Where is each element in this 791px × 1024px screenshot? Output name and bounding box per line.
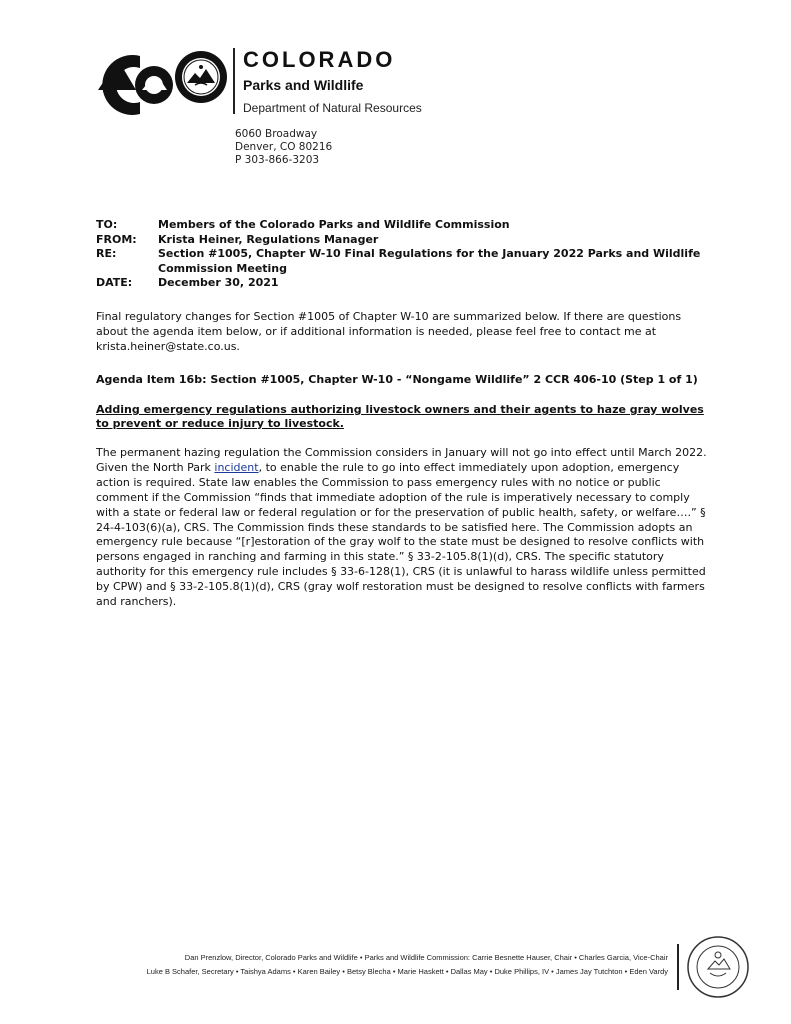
date-value: December 30, 2021 — [158, 276, 279, 289]
date-label: DATE: — [96, 276, 133, 289]
from-value: Krista Heiner, Regulations Manager — [158, 232, 379, 246]
re-value: Section #1005, Chapter W-10 Final Regulations for the January 2022 Parks and Wildlife Commission Meeting — [158, 247, 701, 275]
colorado-co-logo — [96, 50, 174, 120]
from-label: FROM: — [96, 232, 137, 246]
agency-name: Parks and Wildlife — [243, 77, 364, 93]
footer-line: Dan Prenzlow, Director, Colorado Parks and Wildlife • Parks and Wildlife Commission: Carrie Besnette Hauser, Chair • Charles Garcia, Vice-Chair — [184, 953, 668, 962]
address-line: Denver, CO 80216 — [235, 141, 333, 153]
address-block — [235, 128, 332, 167]
to-label: TO: — [96, 218, 118, 231]
memo-header — [96, 218, 706, 291]
memo-from-row — [96, 233, 706, 248]
body-text: The permanent hazing regulation the Commission considers in January will not go into effect until March 2022. Given the North Park — [96, 446, 707, 474]
state-seal-icon — [686, 935, 750, 999]
memo-date-row — [96, 276, 706, 291]
org-name: COLORADO — [243, 47, 396, 72]
footer-divider — [677, 944, 679, 990]
incident-link[interactable]: incident — [214, 460, 259, 474]
department-name: Department of Natural Resources — [243, 101, 422, 115]
to-value: Members of the Colorado Parks and Wildlife Commission — [158, 218, 510, 231]
body-text: , to enable the rule to go into effect immediately upon adoption, emergency action is required. State law enables the Commission to pass emergency rules with no notice or public comment if the Commission “finds that immediate adoption of the rule is imperatively necessary to comply with a state or federal law or federal regulation or for the preservation of public health, safety, or welfare….” § 24-4-103(6)(a), CRS. The Commission finds these standards to be satisfied here. The Commission adopts an emergency rule because “[r]estoration of the gray wolf to the state must be designed to resolve conflicts with persons engaged in ranching and farming in this state.” § 33-2-105.8(1)(d), CRS. The specific statutory authority for this emergency rule includes § 33-6-128(1), CRS (it is unlawful to harass wildlife unless permitted by CPW) and § 33-2-105.8(1)(d), CRS (gray wolf restoration must be designed to resolve conflicts with farmers and ranchers). — [96, 460, 706, 609]
intro-paragraph: Final regulatory changes for Section #1005 of Chapter W-10 are summarized below. If there are questions about the agenda item below, or if additional information is needed, please feel free to contact me at krista.heiner@state.co.us. — [96, 310, 682, 353]
memo-re-row — [96, 247, 706, 276]
memo-to-row — [96, 218, 706, 233]
footer-commission-list — [40, 951, 668, 979]
section-heading: Adding emergency regulations authorizing livestock owners and their agents to haze gray wolves to prevent or reduce injury to livestock. — [96, 403, 704, 430]
phone-line: P 303-866-3203 — [235, 154, 320, 166]
body-paragraph — [96, 446, 708, 610]
agenda-item: Agenda Item 16b: Section #1005, Chapter W-10 - “Nongame Wildlife” 2 CCR 406-10 (Step 1 of 1) — [96, 373, 698, 386]
cpw-seal-icon — [173, 49, 229, 105]
letterhead-divider — [233, 48, 235, 114]
footer-line: Luke B Schafer, Secretary • Taishya Adams • Karen Bailey • Betsy Blecha • Marie Haskett • Dallas May • Duke Phillips, IV • James Jay Tutchton • Eden Vardy — [146, 967, 668, 976]
re-label: RE: — [96, 247, 117, 260]
address-line: 6060 Broadway — [235, 128, 318, 140]
